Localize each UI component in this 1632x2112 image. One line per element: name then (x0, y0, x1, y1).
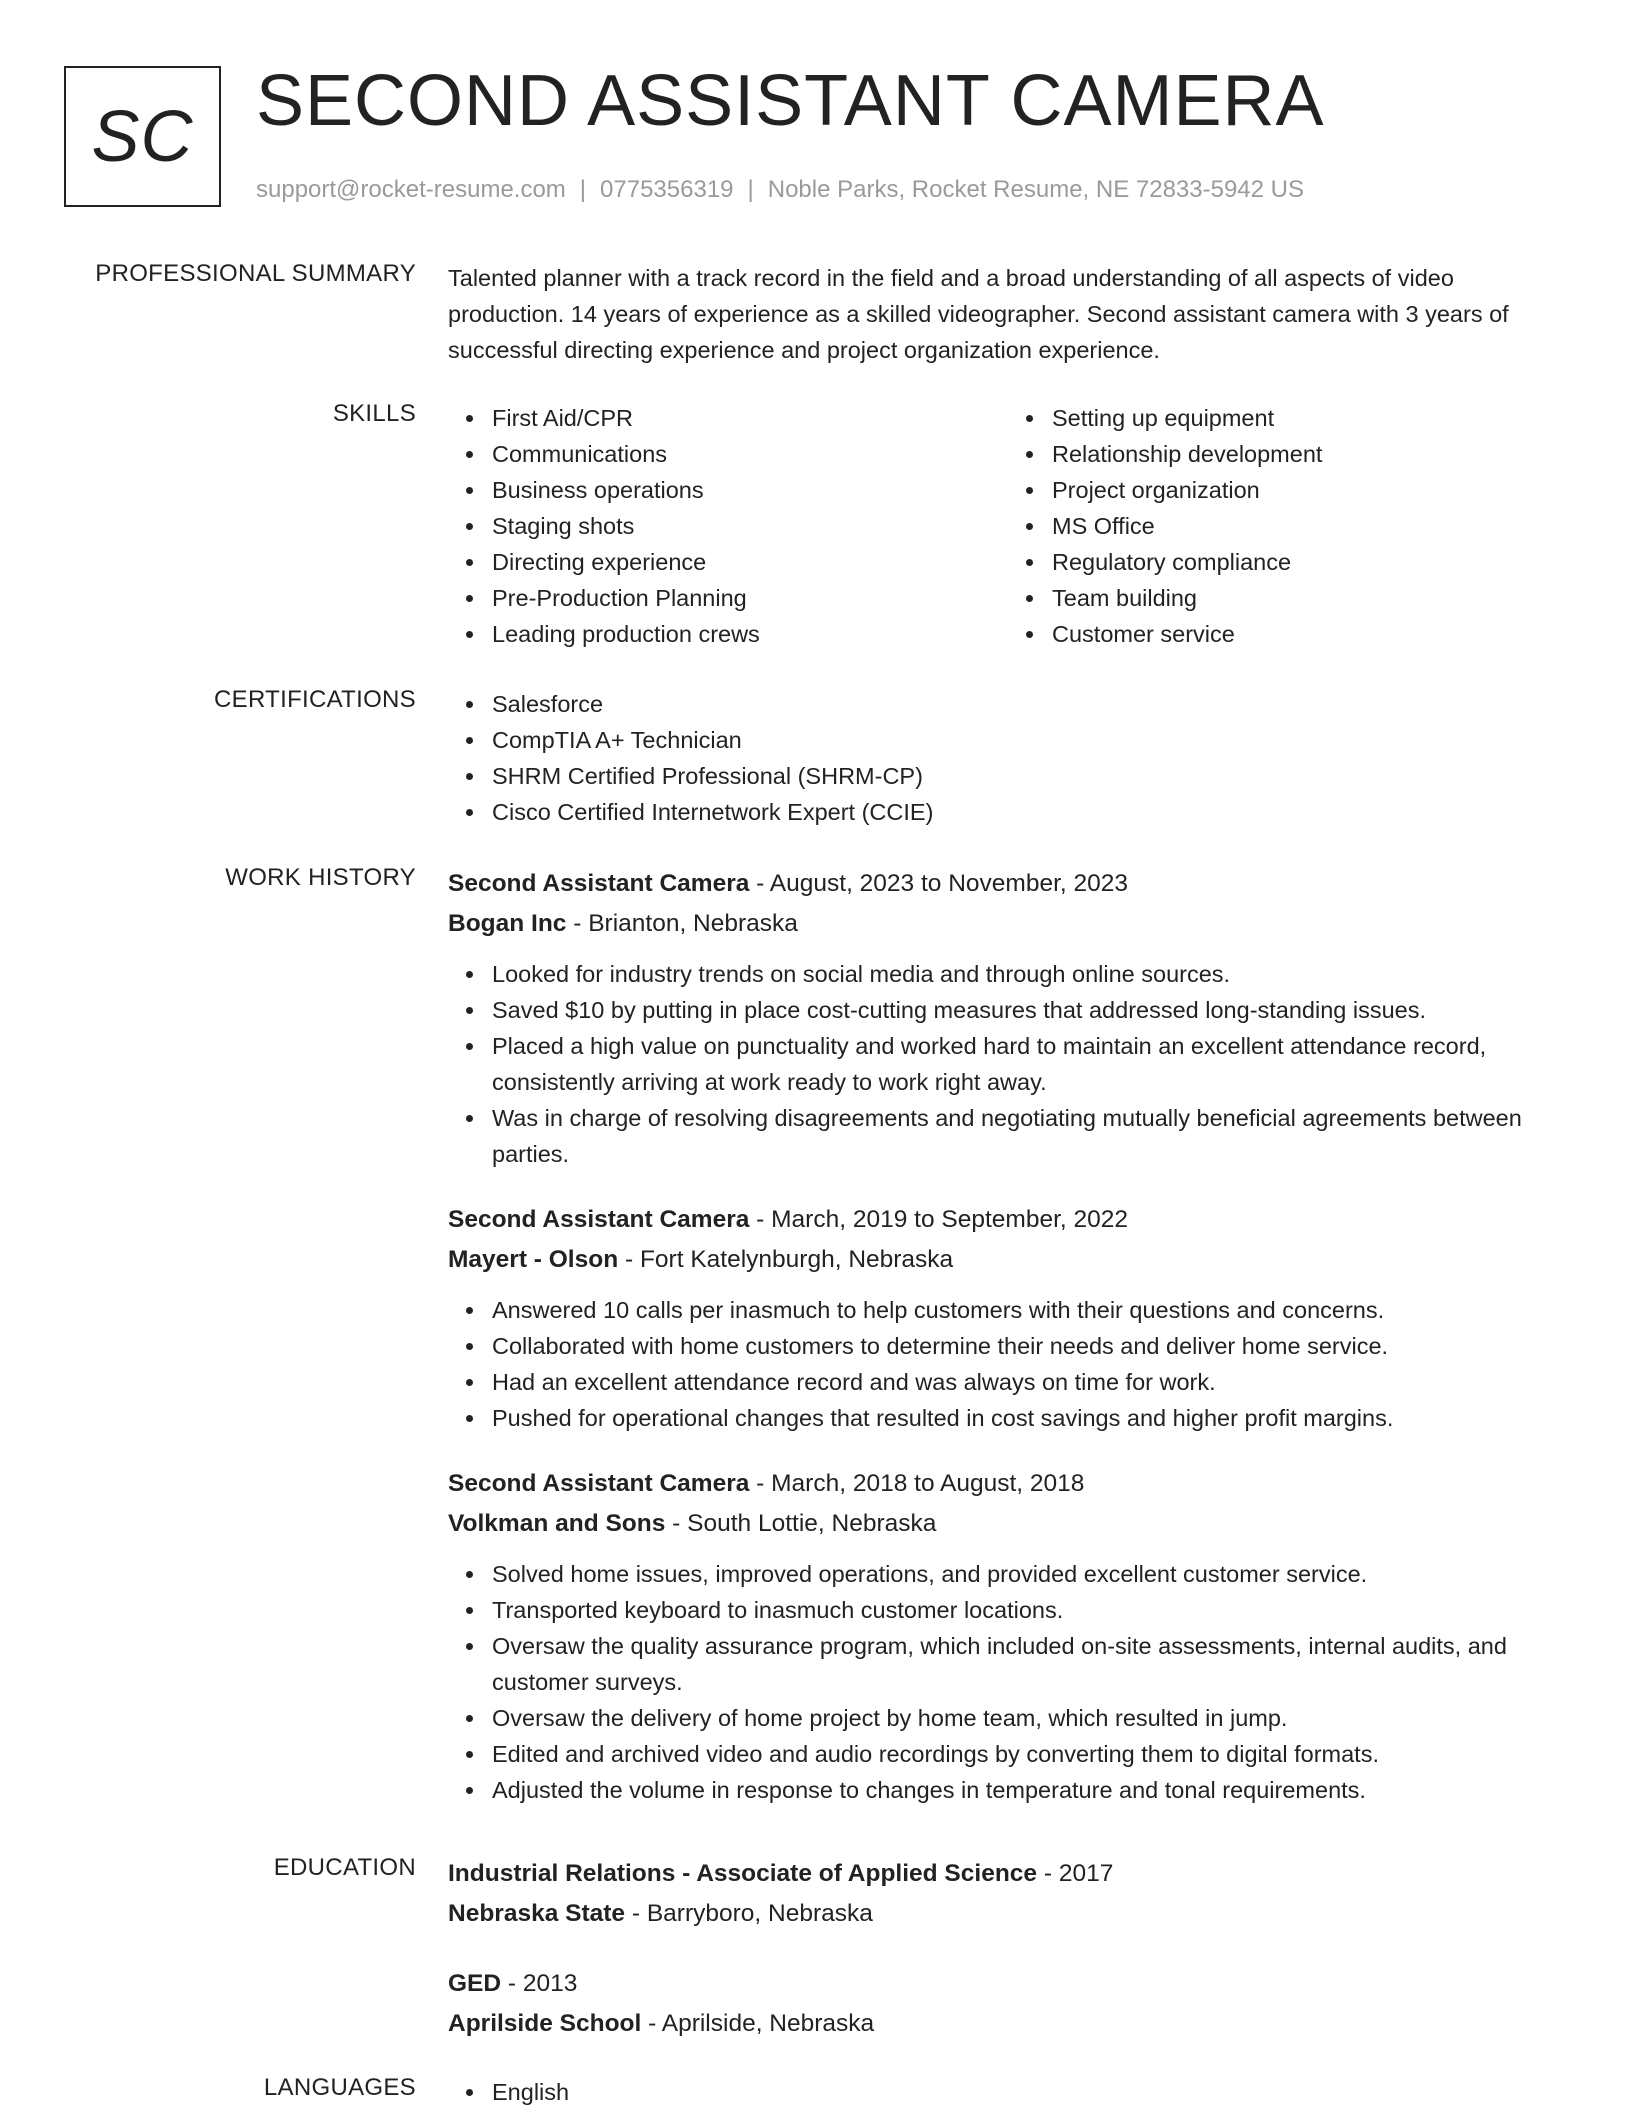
job-company: Bogan Inc (448, 910, 567, 937)
job-bullet: Edited and archived video and audio recordings by converting them to digital formats. (492, 1736, 1568, 1772)
skill-item: Directing experience (492, 544, 1008, 580)
education-location: - Barryboro, Nebraska (625, 1900, 873, 1927)
skill-item: Pre-Production Planning (492, 580, 1008, 616)
job-bullets (448, 1556, 1568, 1808)
education-school: Aprilside School (448, 2010, 642, 2037)
job-location: - South Lottie, Nebraska (665, 1510, 937, 1537)
job-bullet: Pushed for operational changes that resulted in cost savings and higher profit margins. (492, 1400, 1568, 1436)
certification-item: Cisco Certified Internetwork Expert (CCIE) (492, 794, 1568, 830)
languages-body (448, 2074, 1568, 2110)
monogram-logo: SC (64, 66, 221, 207)
education-school-line (448, 1894, 1568, 1934)
languages-list (448, 2074, 1568, 2110)
skill-item: Project organization (1052, 472, 1568, 508)
job-bullets (448, 956, 1568, 1172)
job-location: - Brianton, Nebraska (566, 910, 798, 937)
certifications-list (448, 686, 1568, 830)
education-year: - 2013 (501, 1970, 578, 1997)
job-company: Mayert - Olson (448, 1246, 619, 1273)
contact-email[interactable]: support@rocket-resume.com (256, 176, 566, 203)
job-bullet: Saved $10 by putting in place cost-cutting measures that addressed long-standing issues. (492, 992, 1568, 1028)
job-entry (448, 1464, 1568, 1808)
certification-item: CompTIA A+ Technician (492, 722, 1568, 758)
job-entry (448, 864, 1568, 1172)
job-title-line (448, 864, 1568, 904)
education-entry (448, 1964, 1568, 2044)
education-school: Nebraska State (448, 1900, 626, 1927)
resume-name-title: SECOND ASSISTANT CAMERA (256, 61, 1325, 141)
certification-item: SHRM Certified Professional (SHRM-CP) (492, 758, 1568, 794)
education-degree: GED (448, 1970, 502, 1997)
job-bullet: Placed a high value on punctuality and worked hard to maintain an excellent attendance record, consistently arriving at work ready to work right away. (492, 1028, 1568, 1100)
section-label-summary: PROFESSIONAL SUMMARY (95, 260, 416, 287)
skill-item: Staging shots (492, 508, 1008, 544)
job-dates: - March, 2019 to September, 2022 (749, 1206, 1128, 1233)
job-bullet: Answered 10 calls per inasmuch to help customers with their questions and concerns. (492, 1292, 1568, 1328)
job-dates: - March, 2018 to August, 2018 (749, 1470, 1085, 1497)
job-title-line (448, 1464, 1568, 1504)
job-bullet: Oversaw the delivery of home project by home team, which resulted in jump. (492, 1700, 1568, 1736)
job-bullet: Transported keyboard to inasmuch customer locations. (492, 1592, 1568, 1628)
contact-separator: | (579, 176, 587, 203)
skill-item: Leading production crews (492, 616, 1008, 652)
skill-item: MS Office (1052, 508, 1568, 544)
section-label-education: EDUCATION (273, 1854, 416, 1881)
job-company-line (448, 1504, 1568, 1544)
section-label-certifications: CERTIFICATIONS (214, 686, 416, 713)
skill-item: First Aid/CPR (492, 400, 1008, 436)
contact-separator: | (747, 176, 754, 203)
section-label-languages: LANGUAGES (263, 2074, 416, 2101)
skill-item: Relationship development (1052, 436, 1568, 472)
job-bullet: Solved home issues, improved operations, and provided excellent customer service. (492, 1556, 1568, 1592)
education-location: - Aprilside, Nebraska (641, 2010, 875, 2037)
skill-item: Regulatory compliance (1052, 544, 1568, 580)
job-title: Second Assistant Camera (448, 870, 750, 897)
education-degree-line (448, 1854, 1568, 1894)
education-year: - 2017 (1037, 1860, 1114, 1887)
job-company: Volkman and Sons (448, 1510, 666, 1537)
language-item: English (492, 2074, 1568, 2110)
job-bullet: Collaborated with home customers to determine their needs and deliver home service. (492, 1328, 1568, 1364)
education-degree: Industrial Relations - Associate of Applied Science (448, 1860, 1038, 1887)
skill-item: Business operations (492, 472, 1008, 508)
job-bullet: Looked for industry trends on social media and through online sources. (492, 956, 1568, 992)
skill-item: Team building (1052, 580, 1568, 616)
job-title-line (448, 1200, 1568, 1240)
job-title: Second Assistant Camera (448, 1206, 750, 1233)
skill-item: Setting up equipment (1052, 400, 1568, 436)
job-dates: - August, 2023 to November, 2023 (749, 870, 1129, 897)
education-school-line (448, 2004, 1568, 2044)
job-location: - Fort Katelynburgh, Nebraska (618, 1246, 954, 1273)
contact-address: Noble Parks, Rocket Resume, NE 72833-5942 US (767, 176, 1305, 203)
skills-columns (448, 400, 1568, 652)
work-history-body (448, 864, 1568, 1808)
job-bullet: Was in charge of resolving disagreements and negotiating mutually beneficial agreements between parties. (492, 1100, 1568, 1172)
section-label-skills: SKILLS (332, 400, 416, 427)
job-bullet: Had an excellent attendance record and was always on time for work. (492, 1364, 1568, 1400)
contact-line (256, 176, 1304, 204)
summary-text: Talented planner with a track record in the field and a broad understanding of all aspects of video production. 14 years of experience as a skilled videographer. Second assistant camera with 3 years of successful directing experience and project organization experience. (448, 265, 1509, 363)
skill-item: Communications (492, 436, 1008, 472)
certifications-body (448, 686, 1568, 830)
section-label-work: WORK HISTORY (225, 864, 416, 891)
skills-list-left (448, 400, 1008, 652)
job-bullet: Oversaw the quality assurance program, which included on-site assessments, internal audits, and customer surveys. (492, 1628, 1568, 1700)
education-degree-line (448, 1964, 1568, 2004)
education-body (448, 1854, 1568, 2044)
job-company-line (448, 904, 1568, 944)
job-title: Second Assistant Camera (448, 1470, 750, 1497)
certification-item: Salesforce (492, 686, 1568, 722)
job-bullet: Adjusted the volume in response to changes in temperature and tonal requirements. (492, 1772, 1568, 1808)
skill-item: Customer service (1052, 616, 1568, 652)
skills-list-right (1008, 400, 1568, 652)
education-entry (448, 1854, 1568, 1934)
contact-phone[interactable]: 0775356319 (600, 176, 734, 203)
job-entry (448, 1200, 1568, 1436)
job-company-line (448, 1240, 1568, 1280)
job-bullets (448, 1292, 1568, 1436)
